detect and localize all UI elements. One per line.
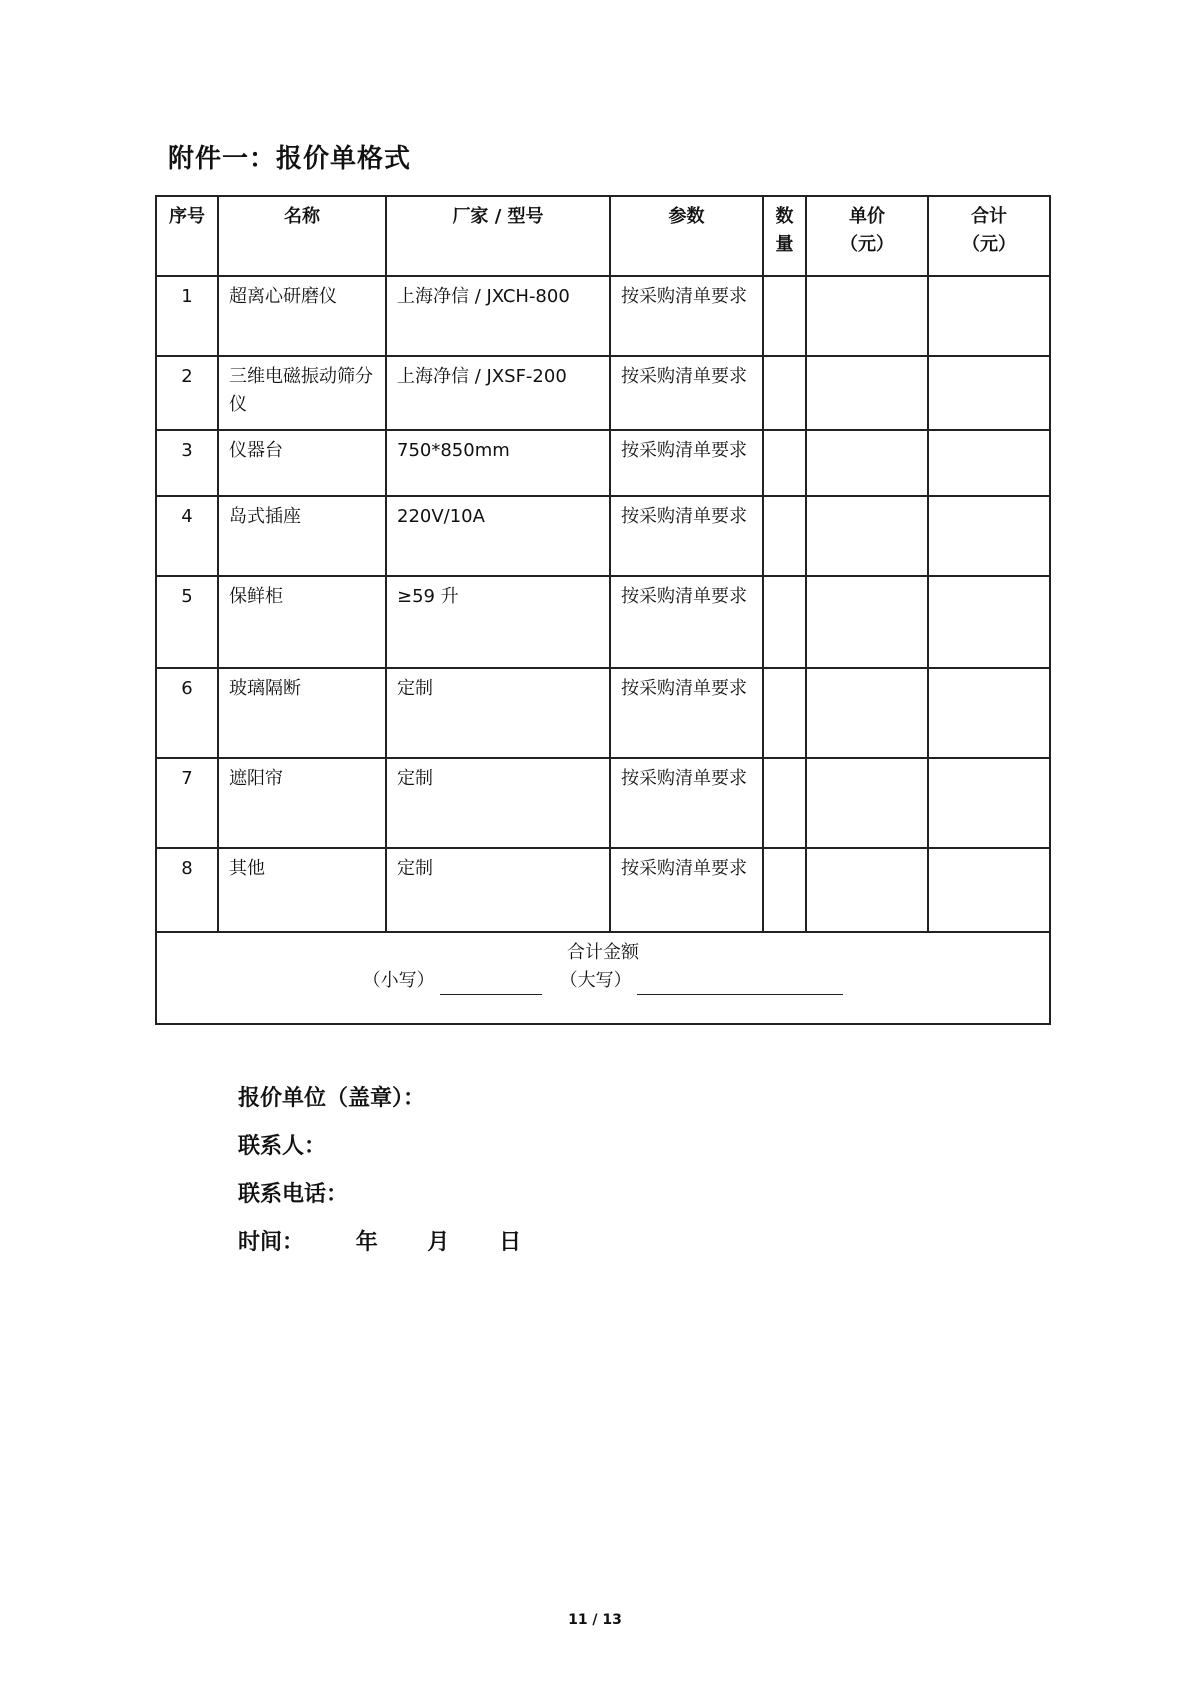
row-maker: 定制 xyxy=(386,758,610,848)
row-params: 按采购清单要求 xyxy=(610,668,763,758)
total-cell[interactable] xyxy=(928,576,1050,668)
big-amount-field[interactable] xyxy=(637,974,843,995)
row-maker: 上海净信 / JXCH-800 xyxy=(386,276,610,356)
qty-cell[interactable] xyxy=(763,356,806,430)
table-row xyxy=(156,496,1050,576)
header-maker: 厂家 / 型号 xyxy=(386,196,610,276)
page-title: 附件一：报价单格式 xyxy=(168,144,412,174)
row-no: 3 xyxy=(156,430,218,496)
total-cell[interactable] xyxy=(928,496,1050,576)
table-row xyxy=(156,430,1050,496)
year-label: 年 xyxy=(355,1230,378,1255)
row-params: 按采购清单要求 xyxy=(610,356,763,430)
row-name: 其他 xyxy=(218,848,386,932)
total-cell[interactable] xyxy=(928,668,1050,758)
header-unit-price: 单价（元） xyxy=(806,196,928,276)
row-no: 5 xyxy=(156,576,218,668)
unit-price-cell[interactable] xyxy=(806,356,928,430)
row-params: 按采购清单要求 xyxy=(610,758,763,848)
row-maker: 750*850mm xyxy=(386,430,610,496)
day-label: 日 xyxy=(499,1230,522,1255)
header-params: 参数 xyxy=(610,196,763,276)
time-label: 时间： xyxy=(238,1230,305,1255)
small-amount-field[interactable] xyxy=(440,974,542,995)
phone-label: 联系电话： xyxy=(238,1182,349,1207)
total-cell[interactable] xyxy=(928,758,1050,848)
total-amount-label: 合计金额 xyxy=(567,942,639,963)
row-maker: 上海净信 / JXSF-200 xyxy=(386,356,610,430)
total-row xyxy=(156,932,1050,1024)
row-maker: 220V/10A xyxy=(386,496,610,576)
contact-label: 联系人： xyxy=(238,1134,327,1159)
row-name: 遮阳帘 xyxy=(218,758,386,848)
qty-cell[interactable] xyxy=(763,758,806,848)
row-name: 岛式插座 xyxy=(218,496,386,576)
row-params: 按采购清单要求 xyxy=(610,430,763,496)
table-row xyxy=(156,276,1050,356)
total-cell[interactable] xyxy=(928,356,1050,430)
row-no: 7 xyxy=(156,758,218,848)
row-params: 按采购清单要求 xyxy=(610,848,763,932)
table-row xyxy=(156,848,1050,932)
header-name: 名称 xyxy=(218,196,386,276)
header-no: 序号 xyxy=(156,196,218,276)
total-cell[interactable] xyxy=(928,848,1050,932)
row-no: 2 xyxy=(156,356,218,430)
qty-cell[interactable] xyxy=(763,496,806,576)
row-params: 按采购清单要求 xyxy=(610,276,763,356)
table-row xyxy=(156,576,1050,668)
unit-price-cell[interactable] xyxy=(806,758,928,848)
row-name: 玻璃隔断 xyxy=(218,668,386,758)
unit-price-cell[interactable] xyxy=(806,576,928,668)
big-amount-label: （大写） xyxy=(559,970,632,991)
unit-price-cell[interactable] xyxy=(806,848,928,932)
row-maker: 定制 xyxy=(386,848,610,932)
page-number: 11 / 13 xyxy=(568,1612,622,1628)
qty-cell[interactable] xyxy=(763,668,806,758)
unit-price-cell[interactable] xyxy=(806,430,928,496)
row-no: 8 xyxy=(156,848,218,932)
header-total: 合计（元） xyxy=(928,196,1050,276)
row-name: 超离心研磨仪 xyxy=(218,276,386,356)
qty-cell[interactable] xyxy=(763,276,806,356)
row-no: 6 xyxy=(156,668,218,758)
row-maker: 定制 xyxy=(386,668,610,758)
table-row xyxy=(156,356,1050,430)
footer-block xyxy=(238,1075,521,1267)
month-label: 月 xyxy=(427,1230,450,1255)
row-name: 保鲜柜 xyxy=(218,576,386,668)
row-maker: ≥59 升 xyxy=(386,576,610,668)
header-qty: 数量 xyxy=(763,196,806,276)
quote-table xyxy=(155,195,1051,1025)
qty-cell[interactable] xyxy=(763,430,806,496)
total-cell[interactable] xyxy=(928,430,1050,496)
table-row xyxy=(156,668,1050,758)
qty-cell[interactable] xyxy=(763,576,806,668)
qty-cell[interactable] xyxy=(763,848,806,932)
total-cell[interactable] xyxy=(928,276,1050,356)
quote-unit-label: 报价单位（盖章）： xyxy=(238,1086,426,1111)
unit-price-cell[interactable] xyxy=(806,496,928,576)
row-name: 仪器台 xyxy=(218,430,386,496)
unit-price-cell[interactable] xyxy=(806,668,928,758)
row-params: 按采购清单要求 xyxy=(610,576,763,668)
row-name: 三维电磁振动筛分仪 xyxy=(218,356,386,430)
small-amount-label: （小写） xyxy=(362,970,435,991)
row-no: 4 xyxy=(156,496,218,576)
table-header-row xyxy=(156,196,1050,276)
row-no: 1 xyxy=(156,276,218,356)
table-row xyxy=(156,758,1050,848)
unit-price-cell[interactable] xyxy=(806,276,928,356)
row-params: 按采购清单要求 xyxy=(610,496,763,576)
time-line xyxy=(238,1219,521,1267)
